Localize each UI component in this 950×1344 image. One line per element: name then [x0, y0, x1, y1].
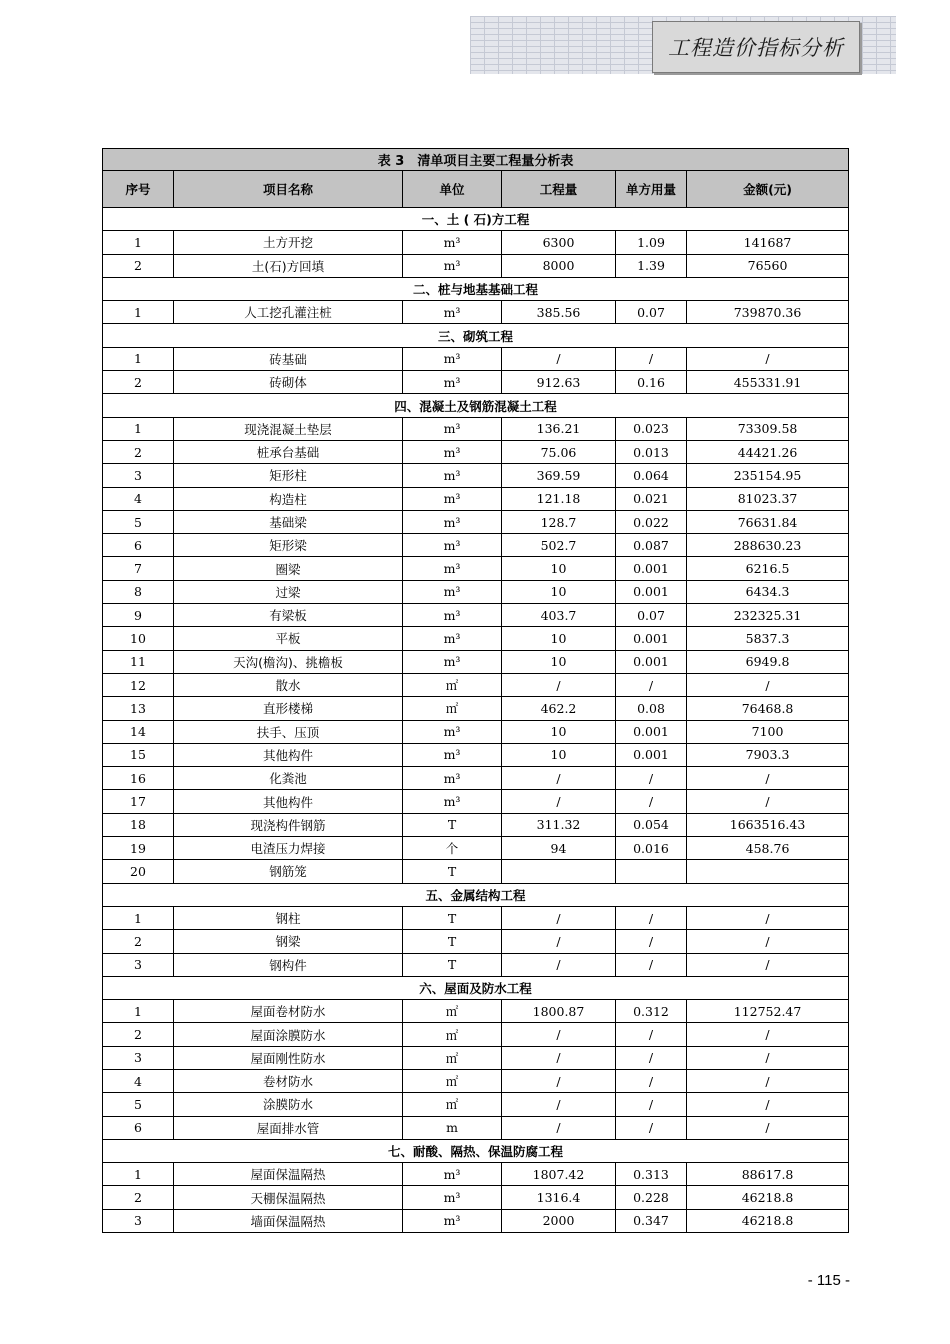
header-banner [652, 21, 860, 73]
cell-unit-usage: / [616, 1069, 687, 1092]
cell-item-name: 电渣压力焊接 [174, 837, 403, 860]
cell-index: 10 [103, 627, 174, 650]
cell-index: 3 [103, 953, 174, 976]
cell-index: 1 [103, 1000, 174, 1023]
cell-quantity: 6300 [502, 231, 616, 254]
section-header-row [103, 976, 849, 999]
cell-item-name: 有梁板 [174, 604, 403, 627]
cell-unit: m³ [403, 604, 502, 627]
column-header-index: 序号 [103, 171, 174, 208]
cell-amount: 46218.8 [687, 1209, 849, 1232]
table-row [103, 790, 849, 813]
cell-unit: m³ [403, 650, 502, 673]
cell-quantity: / [502, 347, 616, 370]
cell-unit-usage: / [616, 673, 687, 696]
cell-item-name: 圈梁 [174, 557, 403, 580]
column-header-item-name: 项目名称 [174, 171, 403, 208]
table-row [103, 860, 849, 883]
cell-unit: 个 [403, 837, 502, 860]
cell-index: 1 [103, 301, 174, 324]
cell-unit: m³ [403, 510, 502, 533]
cell-amount: / [687, 1046, 849, 1069]
cell-quantity: 10 [502, 557, 616, 580]
cell-amount: / [687, 930, 849, 953]
cell-unit-usage: 0.001 [616, 557, 687, 580]
cell-quantity: 2000 [502, 1209, 616, 1232]
table-title: 表 3 清单项目主要工程量分析表 [103, 149, 849, 171]
cell-index: 3 [103, 1046, 174, 1069]
cell-quantity: 121.18 [502, 487, 616, 510]
table-row [103, 347, 849, 370]
cell-unit-usage [616, 860, 687, 883]
cell-amount: / [687, 1093, 849, 1116]
cell-quantity: 128.7 [502, 510, 616, 533]
cell-quantity: 10 [502, 743, 616, 766]
cell-amount: 73309.58 [687, 417, 849, 440]
section-title: 四、混凝土及钢筋混凝土工程 [103, 394, 849, 417]
section-title: 三、砌筑工程 [103, 324, 849, 347]
cell-amount: 1663516.43 [687, 813, 849, 836]
table-header-row [103, 171, 849, 208]
cell-quantity: 10 [502, 650, 616, 673]
cell-unit-usage: 0.064 [616, 464, 687, 487]
cell-unit: m³ [403, 627, 502, 650]
cell-index: 11 [103, 650, 174, 673]
cell-unit-usage: 0.001 [616, 650, 687, 673]
cell-unit-usage: 1.39 [616, 254, 687, 277]
cell-unit: m³ [403, 1186, 502, 1209]
table-row [103, 254, 849, 277]
column-header-unit-usage: 单方用量 [616, 171, 687, 208]
cell-amount: 81023.37 [687, 487, 849, 510]
cell-item-name: 屋面涂膜防水 [174, 1023, 403, 1046]
cell-index: 2 [103, 930, 174, 953]
table-row [103, 580, 849, 603]
cell-item-name: 直形楼梯 [174, 697, 403, 720]
cell-quantity: / [502, 767, 616, 790]
cell-unit-usage: / [616, 1116, 687, 1139]
cell-unit: m³ [403, 301, 502, 324]
cell-quantity: / [502, 1046, 616, 1069]
header-banner-title: 工程造价指标分析 [668, 36, 844, 60]
cell-index: 8 [103, 580, 174, 603]
cell-unit-usage: 0.021 [616, 487, 687, 510]
table-row [103, 1023, 849, 1046]
table-row [103, 953, 849, 976]
cell-amount: / [687, 673, 849, 696]
cell-amount: 76560 [687, 254, 849, 277]
table-row [103, 1186, 849, 1209]
cell-amount: / [687, 1069, 849, 1092]
cell-unit: m³ [403, 767, 502, 790]
table-row [103, 1093, 849, 1116]
cell-item-name: 矩形柱 [174, 464, 403, 487]
cell-index: 6 [103, 534, 174, 557]
cell-unit: m³ [403, 487, 502, 510]
cell-index: 9 [103, 604, 174, 627]
cell-quantity: 311.32 [502, 813, 616, 836]
cell-index: 5 [103, 1093, 174, 1116]
cell-item-name: 天沟(檐沟)、挑檐板 [174, 650, 403, 673]
cell-index: 13 [103, 697, 174, 720]
cell-amount: 5837.3 [687, 627, 849, 650]
cell-amount: 76468.8 [687, 697, 849, 720]
cell-amount: / [687, 767, 849, 790]
cell-quantity: 1807.42 [502, 1163, 616, 1186]
cell-item-name: 钢构件 [174, 953, 403, 976]
cell-item-name: 土(石)方回填 [174, 254, 403, 277]
cell-unit: m³ [403, 580, 502, 603]
cell-amount: 455331.91 [687, 371, 849, 394]
cell-index: 4 [103, 1069, 174, 1092]
cell-unit-usage: 0.347 [616, 1209, 687, 1232]
cell-item-name: 涂膜防水 [174, 1093, 403, 1116]
cell-index: 7 [103, 557, 174, 580]
cell-unit-usage: 0.228 [616, 1186, 687, 1209]
page-number: - 115 - [807, 1272, 850, 1289]
table-row [103, 464, 849, 487]
cell-index: 6 [103, 1116, 174, 1139]
cell-index: 14 [103, 720, 174, 743]
cell-unit: T [403, 813, 502, 836]
cell-item-name: 其他构件 [174, 743, 403, 766]
cell-item-name: 扶手、压顶 [174, 720, 403, 743]
cell-quantity: 912.63 [502, 371, 616, 394]
cell-unit-usage: 0.022 [616, 510, 687, 533]
cell-unit-usage: 0.07 [616, 301, 687, 324]
quantity-analysis-table [102, 148, 849, 1233]
cell-quantity: 10 [502, 720, 616, 743]
cell-item-name: 卷材防水 [174, 1069, 403, 1092]
cell-index: 19 [103, 837, 174, 860]
cell-unit: m³ [403, 464, 502, 487]
cell-unit-usage: / [616, 790, 687, 813]
cell-quantity: / [502, 790, 616, 813]
cell-index: 20 [103, 860, 174, 883]
section-title: 一、土 ( 石)方工程 [103, 208, 849, 231]
cell-index: 2 [103, 1186, 174, 1209]
section-title: 六、屋面及防水工程 [103, 976, 849, 999]
table-row [103, 231, 849, 254]
table-row [103, 371, 849, 394]
cell-quantity: 94 [502, 837, 616, 860]
cell-index: 1 [103, 417, 174, 440]
cell-amount: 6216.5 [687, 557, 849, 580]
section-header-row [103, 883, 849, 906]
table-row [103, 906, 849, 929]
cell-unit-usage: 0.313 [616, 1163, 687, 1186]
cell-item-name: 墙面保温隔热 [174, 1209, 403, 1232]
cell-unit: m³ [403, 371, 502, 394]
cell-unit: m³ [403, 557, 502, 580]
cell-unit: m³ [403, 1163, 502, 1186]
cell-unit: m³ [403, 1209, 502, 1232]
table-row [103, 1000, 849, 1023]
section-header-row [103, 277, 849, 300]
cell-quantity: 462.2 [502, 697, 616, 720]
cell-unit: T [403, 953, 502, 976]
cell-item-name: 屋面排水管 [174, 1116, 403, 1139]
cell-unit-usage: 0.001 [616, 580, 687, 603]
cell-index: 12 [103, 673, 174, 696]
cell-item-name: 砖砌体 [174, 371, 403, 394]
table-row [103, 767, 849, 790]
cell-amount: / [687, 347, 849, 370]
cell-amount: 141687 [687, 231, 849, 254]
cell-item-name: 屋面保温隔热 [174, 1163, 403, 1186]
cell-quantity: / [502, 1023, 616, 1046]
cell-amount: / [687, 1023, 849, 1046]
cell-quantity [502, 860, 616, 883]
cell-item-name: 散水 [174, 673, 403, 696]
table-row [103, 813, 849, 836]
cell-index: 3 [103, 464, 174, 487]
cell-quantity: 403.7 [502, 604, 616, 627]
cell-unit-usage: 0.054 [616, 813, 687, 836]
cell-index: 2 [103, 371, 174, 394]
table-row [103, 743, 849, 766]
cell-quantity: 1316.4 [502, 1186, 616, 1209]
cell-quantity: / [502, 1116, 616, 1139]
cell-unit-usage: / [616, 767, 687, 790]
cell-unit-usage: 1.09 [616, 231, 687, 254]
cell-item-name: 钢筋笼 [174, 860, 403, 883]
cell-item-name: 其他构件 [174, 790, 403, 813]
cell-index: 3 [103, 1209, 174, 1232]
cell-amount: 458.76 [687, 837, 849, 860]
cell-unit: T [403, 860, 502, 883]
table-row [103, 417, 849, 440]
section-header-row [103, 1139, 849, 1162]
cell-index: 17 [103, 790, 174, 813]
cell-unit-usage: 0.16 [616, 371, 687, 394]
cell-amount [687, 860, 849, 883]
cell-unit: T [403, 906, 502, 929]
section-header-row [103, 324, 849, 347]
table-row [103, 534, 849, 557]
cell-index: 1 [103, 231, 174, 254]
table-row [103, 1069, 849, 1092]
cell-unit-usage: / [616, 1046, 687, 1069]
cell-unit: ㎡ [403, 1046, 502, 1069]
cell-amount: / [687, 953, 849, 976]
cell-unit-usage: 0.013 [616, 440, 687, 463]
column-header-quantity: 工程量 [502, 171, 616, 208]
table-row [103, 697, 849, 720]
cell-unit: m³ [403, 417, 502, 440]
cell-unit-usage: / [616, 953, 687, 976]
cell-item-name: 平板 [174, 627, 403, 650]
cell-unit-usage: 0.001 [616, 627, 687, 650]
cell-item-name: 土方开挖 [174, 231, 403, 254]
table-row [103, 1209, 849, 1232]
cell-unit-usage: / [616, 930, 687, 953]
cell-item-name: 化粪池 [174, 767, 403, 790]
cell-amount: 6434.3 [687, 580, 849, 603]
cell-item-name: 桩承台基础 [174, 440, 403, 463]
cell-index: 5 [103, 510, 174, 533]
cell-unit: ㎡ [403, 1023, 502, 1046]
cell-amount: 44421.26 [687, 440, 849, 463]
cell-unit: ㎡ [403, 1093, 502, 1116]
cell-unit: m³ [403, 347, 502, 370]
table-row [103, 673, 849, 696]
cell-unit: ㎡ [403, 1069, 502, 1092]
cell-unit: m³ [403, 534, 502, 557]
cell-item-name: 人工挖孔灌注桩 [174, 301, 403, 324]
table-row [103, 510, 849, 533]
cell-quantity: 1800.87 [502, 1000, 616, 1023]
cell-amount: 6949.8 [687, 650, 849, 673]
cell-index: 18 [103, 813, 174, 836]
column-header-amount: 金额(元) [687, 171, 849, 208]
cell-amount: 112752.47 [687, 1000, 849, 1023]
section-title: 二、桩与地基基础工程 [103, 277, 849, 300]
cell-index: 1 [103, 347, 174, 370]
cell-unit-usage: 0.016 [616, 837, 687, 860]
cell-index: 2 [103, 440, 174, 463]
cell-unit: m³ [403, 440, 502, 463]
cell-item-name: 天棚保温隔热 [174, 1186, 403, 1209]
cell-index: 15 [103, 743, 174, 766]
cell-unit-usage: 0.08 [616, 697, 687, 720]
cell-amount: / [687, 790, 849, 813]
cell-quantity: 369.59 [502, 464, 616, 487]
cell-unit-usage: / [616, 347, 687, 370]
cell-unit: ㎡ [403, 673, 502, 696]
cell-unit-usage: 0.312 [616, 1000, 687, 1023]
cell-unit-usage: / [616, 1093, 687, 1116]
table-row [103, 627, 849, 650]
cell-quantity: / [502, 673, 616, 696]
cell-quantity: / [502, 1069, 616, 1092]
cell-amount: 232325.31 [687, 604, 849, 627]
table-row [103, 930, 849, 953]
cell-amount: 76631.84 [687, 510, 849, 533]
cell-unit: m³ [403, 743, 502, 766]
cell-unit: ㎡ [403, 697, 502, 720]
table-row [103, 604, 849, 627]
cell-quantity: / [502, 1093, 616, 1116]
cell-unit-usage: 0.07 [616, 604, 687, 627]
cell-unit-usage: / [616, 906, 687, 929]
cell-index: 2 [103, 1023, 174, 1046]
cell-item-name: 现浇混凝土垫层 [174, 417, 403, 440]
cell-item-name: 现浇构件钢筋 [174, 813, 403, 836]
cell-unit: m [403, 1116, 502, 1139]
section-title: 五、金属结构工程 [103, 883, 849, 906]
cell-item-name: 钢梁 [174, 930, 403, 953]
cell-amount: 7903.3 [687, 743, 849, 766]
cell-unit: m³ [403, 790, 502, 813]
cell-item-name: 过梁 [174, 580, 403, 603]
table-row [103, 557, 849, 580]
table-row [103, 487, 849, 510]
table-row [103, 720, 849, 743]
cell-quantity: 75.06 [502, 440, 616, 463]
cell-unit-usage: 0.023 [616, 417, 687, 440]
cell-amount: 235154.95 [687, 464, 849, 487]
cell-quantity: / [502, 953, 616, 976]
section-title: 七、耐酸、隔热、保温防腐工程 [103, 1139, 849, 1162]
cell-quantity: / [502, 930, 616, 953]
cell-item-name: 基础梁 [174, 510, 403, 533]
table-title-row [103, 149, 849, 171]
cell-unit: ㎡ [403, 1000, 502, 1023]
cell-quantity: 385.56 [502, 301, 616, 324]
table-row [103, 1163, 849, 1186]
cell-amount: / [687, 906, 849, 929]
column-header-unit: 单位 [403, 171, 502, 208]
cell-amount: 288630.23 [687, 534, 849, 557]
cell-item-name: 屋面刚性防水 [174, 1046, 403, 1069]
cell-amount: 46218.8 [687, 1186, 849, 1209]
cell-quantity: 136.21 [502, 417, 616, 440]
cell-unit-usage: 0.001 [616, 720, 687, 743]
cell-item-name: 砖基础 [174, 347, 403, 370]
cell-unit: T [403, 930, 502, 953]
cell-quantity: 10 [502, 627, 616, 650]
cell-index: 1 [103, 906, 174, 929]
cell-amount: 739870.36 [687, 301, 849, 324]
cell-quantity: 10 [502, 580, 616, 603]
cell-amount: 7100 [687, 720, 849, 743]
cell-index: 16 [103, 767, 174, 790]
cell-unit-usage: 0.087 [616, 534, 687, 557]
table-row [103, 440, 849, 463]
cell-index: 4 [103, 487, 174, 510]
cell-unit: m³ [403, 720, 502, 743]
cell-unit: m³ [403, 231, 502, 254]
table-row [103, 1046, 849, 1069]
table-row [103, 301, 849, 324]
cell-index: 2 [103, 254, 174, 277]
cell-unit: m³ [403, 254, 502, 277]
cell-index: 1 [103, 1163, 174, 1186]
cell-quantity: 502.7 [502, 534, 616, 557]
cell-item-name: 构造柱 [174, 487, 403, 510]
cell-item-name: 矩形梁 [174, 534, 403, 557]
cell-item-name: 钢柱 [174, 906, 403, 929]
cell-unit-usage: 0.001 [616, 743, 687, 766]
cell-unit-usage: / [616, 1023, 687, 1046]
cell-amount: 88617.8 [687, 1163, 849, 1186]
cell-quantity: 8000 [502, 254, 616, 277]
table-row [103, 1116, 849, 1139]
section-header-row [103, 208, 849, 231]
cell-amount: / [687, 1116, 849, 1139]
section-header-row [103, 394, 849, 417]
cell-item-name: 屋面卷材防水 [174, 1000, 403, 1023]
table-row [103, 837, 849, 860]
table-row [103, 650, 849, 673]
cell-quantity: / [502, 906, 616, 929]
